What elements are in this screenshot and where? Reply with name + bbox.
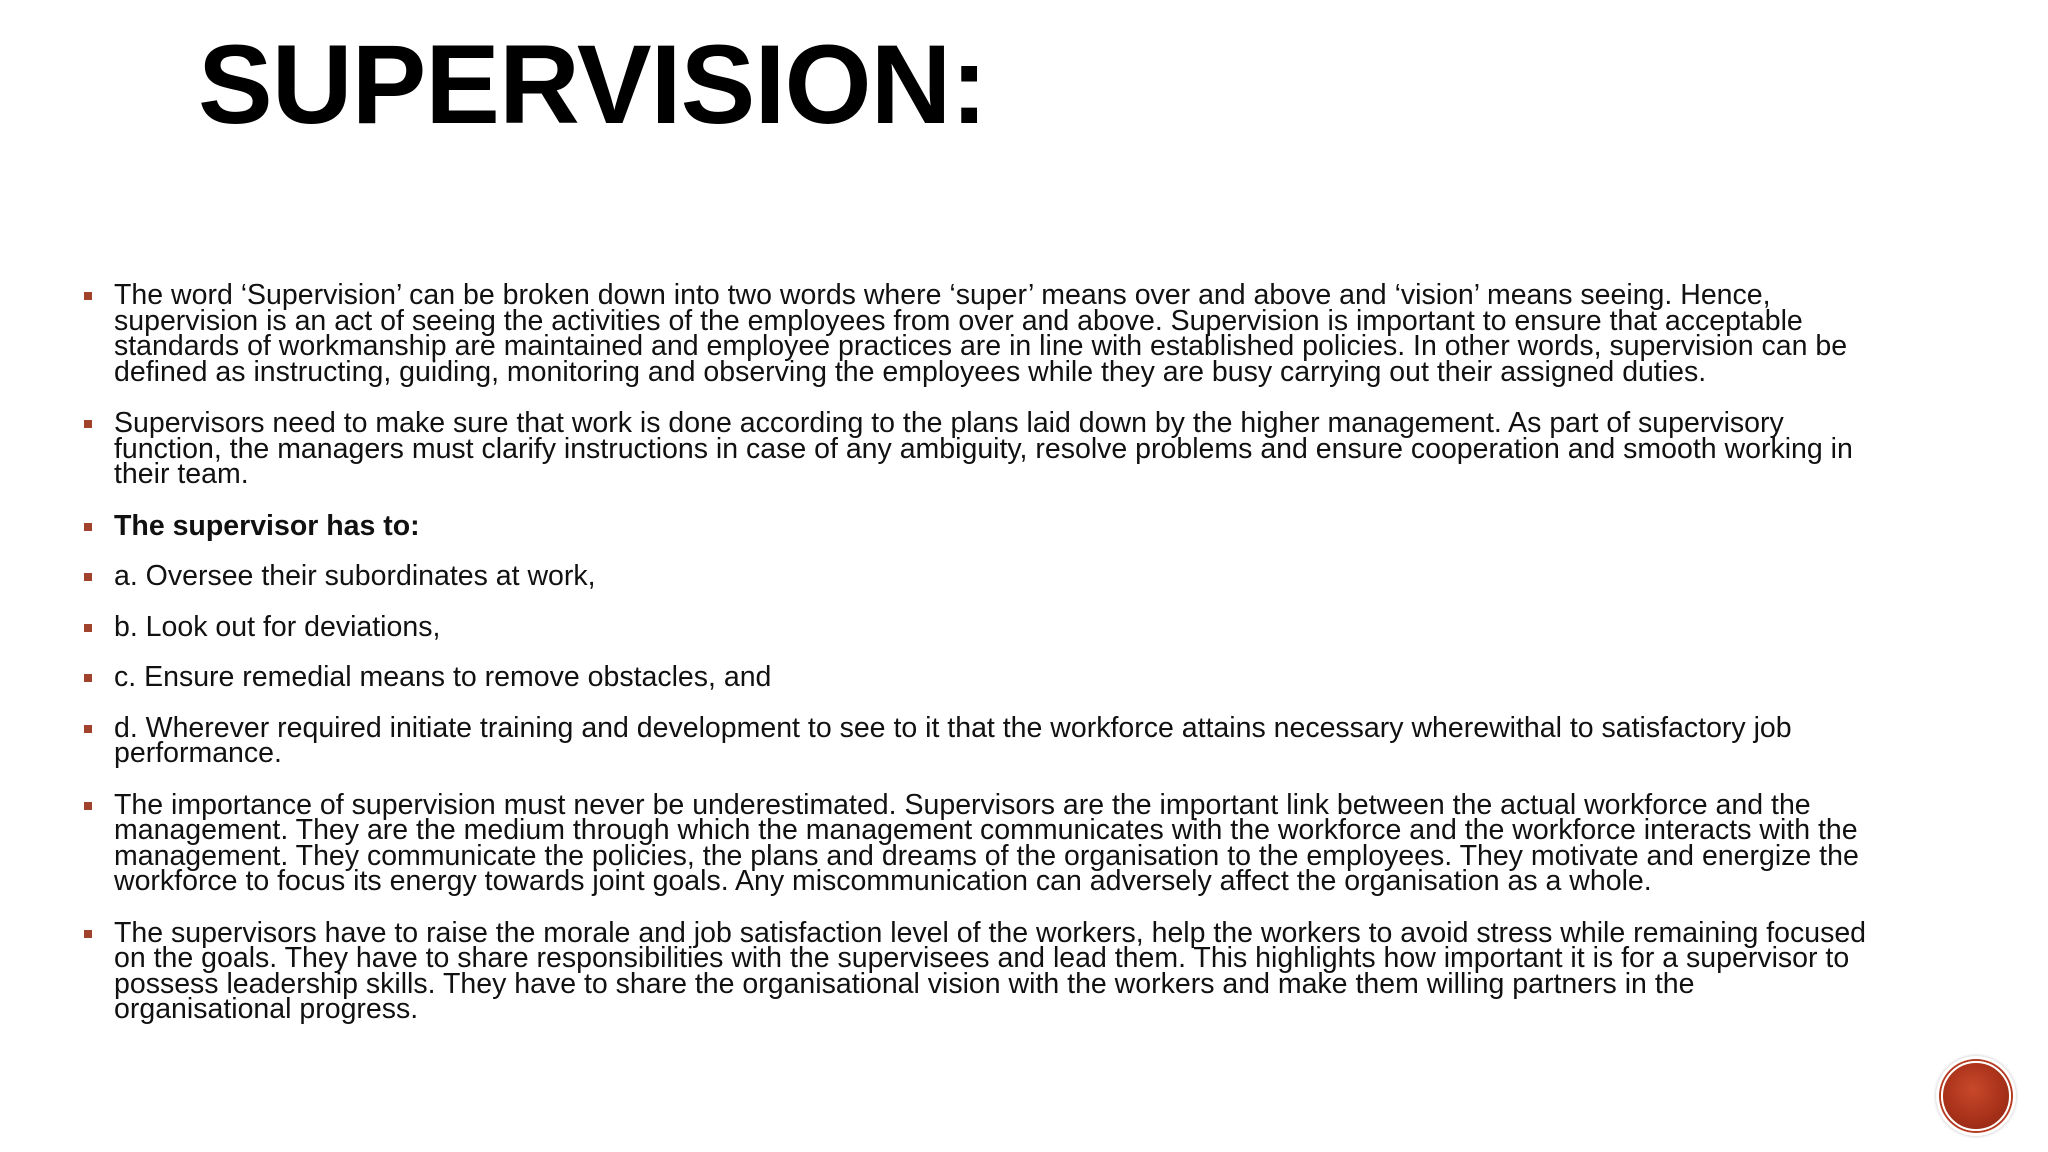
slide-title: SUPERVISION: [198,22,987,147]
bullet-text: The importance of supervision must never be underestimated. Supervisors are the important link between the actual workforce and the management. They are the medium through which the management communicates with the workforce and the workforce interacts with the management. They communicate the policies, the plans and dreams of the organisation to the employees. They motivate and energize the workforce to focus its energy towards joint goals. Any miscommunication can adversely affect the organisation as a whole. [114,788,1859,897]
square-bullet-icon [84,420,92,428]
circle-nav-icon [1941,1061,2011,1131]
bullet-item-remedial [78,661,1878,693]
bullet-text: d. Wherever required initiate training and development to see to it that the workforce attains necessary wherewithal to satisfactory job performance. [114,711,1792,769]
square-bullet-icon [84,523,92,531]
bullet-item-morale [78,916,1878,1025]
bullet-item-importance [78,788,1878,897]
square-bullet-icon [84,930,92,938]
square-bullet-icon [84,725,92,733]
square-bullet-icon [84,624,92,632]
square-bullet-icon [84,292,92,300]
bullet-item-supervisors-role [78,407,1878,490]
bullet-item-deviations [78,610,1878,643]
square-bullet-icon [84,573,92,581]
square-bullet-icon [84,802,92,810]
bullet-text: The word ‘Supervision’ can be broken down into two words where ‘super’ means over and above and ‘vision’ means seeing. Hence, supervision is an act of seeing the activities of the employees from over and above. Supervision is important to ensure that acceptable standards of workmanship are maintained and employee practices are in line with established policies. In other words, supervision can be defined as instructing, guiding, monitoring and observing the employees while they are busy carrying out their assigned duties. [114,279,1848,388]
bullet-text: c. Ensure remedial means to remove obstacles, and [114,661,772,693]
bullet-text: a. Oversee their subordinates at work, [114,560,596,592]
bullet-text: The supervisor has to: [114,509,420,542]
bullet-item-definition [78,279,1878,388]
bullet-text: b. Look out for deviations, [114,610,441,643]
slide-nav-button[interactable] [1936,1056,2016,1136]
bullet-text: The supervisors have to raise the morale and job satisfaction level of the workers, help the workers to avoid stress while remaining focused on the goals. They have to share responsibilities with the supervisees and lead them. This highlights how important it is for a supervisor to possess leadership skills. They have to share the organisational vision with the workers and make them willing partners in the organisational progress. [114,916,1867,1025]
bullet-item-oversee [78,560,1878,592]
square-bullet-icon [84,674,92,682]
bullet-list [78,279,1878,1049]
bullet-item-supervisor-has-to [78,509,1878,542]
bullet-text: Supervisors need to make sure that work is done according to the plans laid down by the higher management. As part of supervisory function, the managers must clarify instructions in case of any ambiguity, resolve problems and ensure cooperation and smooth working in their team. [114,407,1853,490]
bullet-item-training [78,711,1878,769]
